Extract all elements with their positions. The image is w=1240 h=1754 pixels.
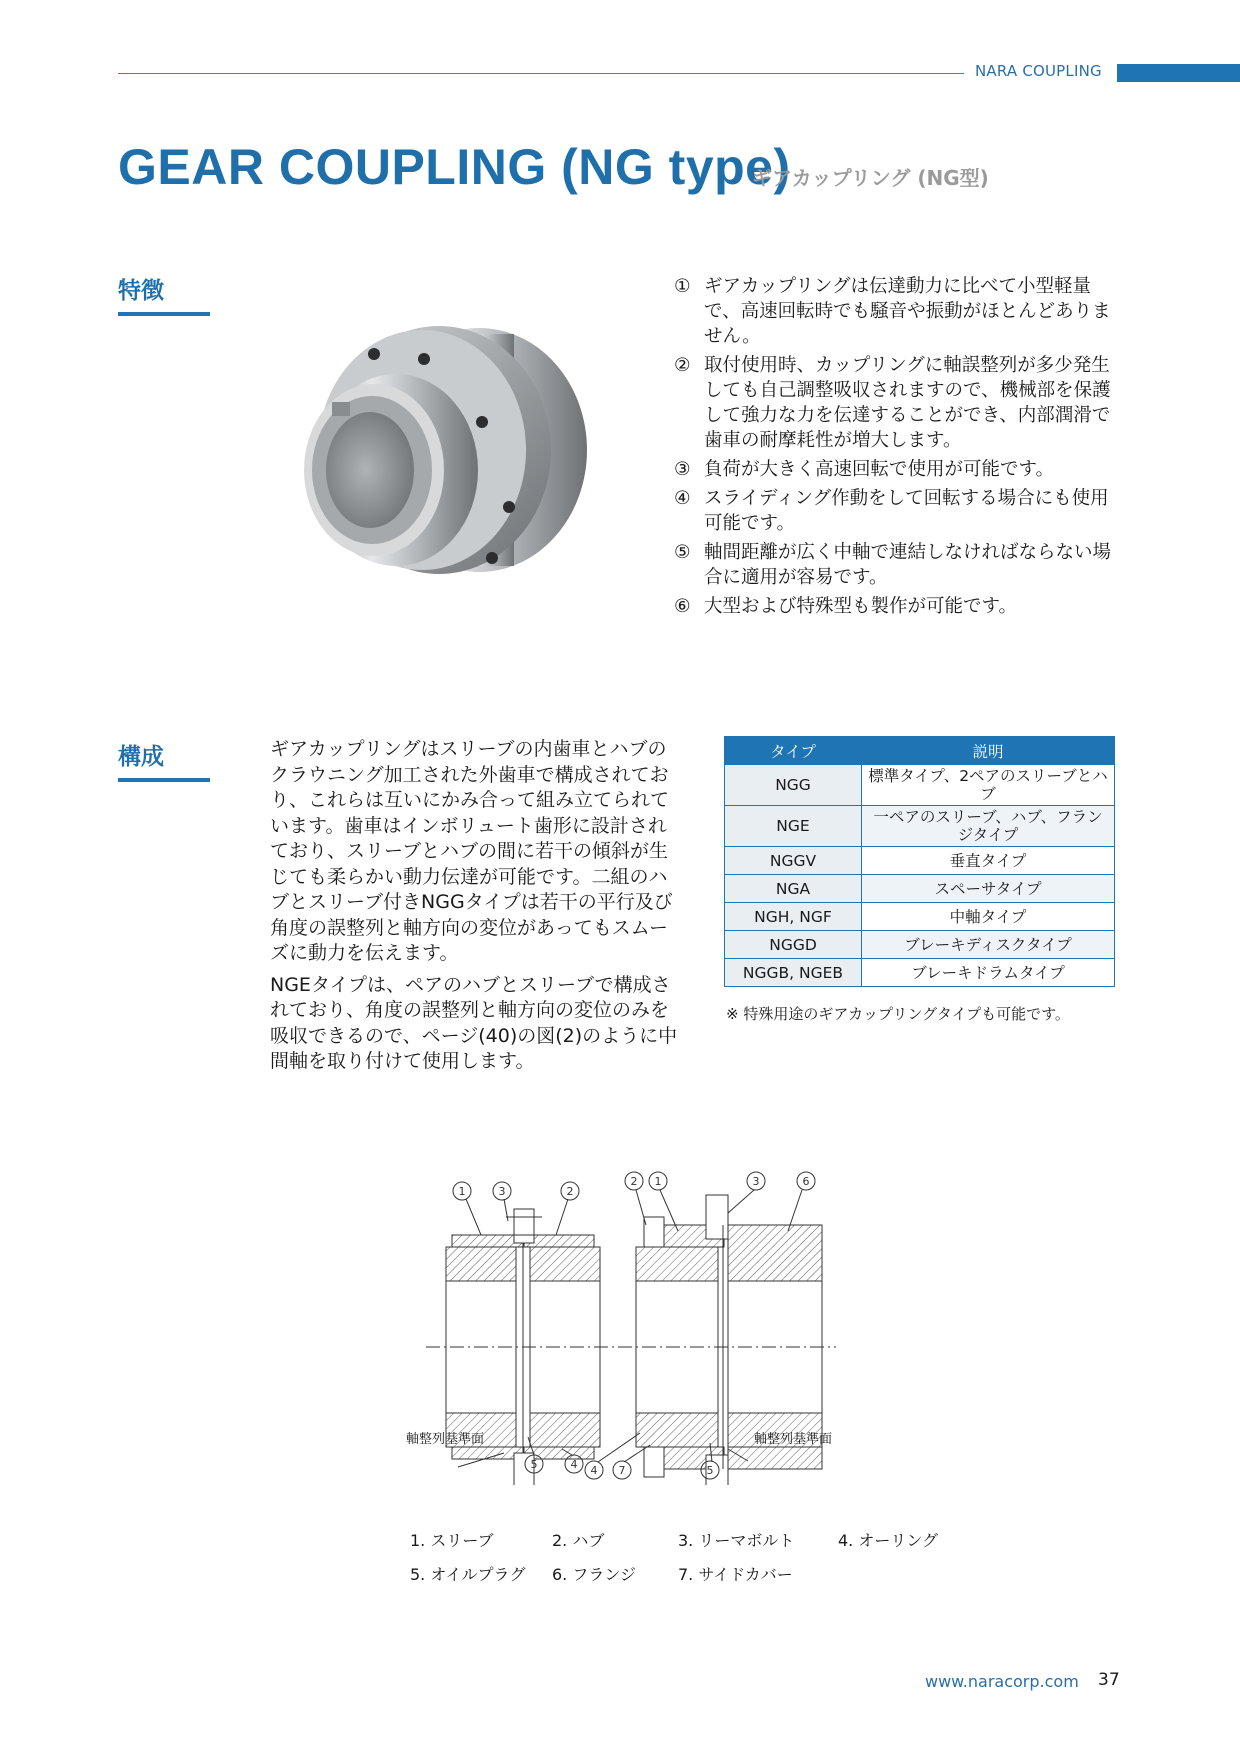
callout-number: 2 <box>630 1175 638 1188</box>
description-cell: ブレーキディスクタイプ <box>862 931 1115 959</box>
feature-text: スライディング作動をして回転する場合にも使用可能です。 <box>704 488 1109 534</box>
description-cell: ブレーキドラムタイプ <box>862 959 1115 987</box>
feature-item <box>674 457 1124 482</box>
page-subtitle: ギアカップリング (NG型) <box>752 166 989 190</box>
legend-item: 6. フランジ <box>552 1565 636 1584</box>
composition-paragraph: ギアカップリングはスリーブの内歯車とハブのクラウニング加工された外歯車で構成されており、これらは互いにかみ合って組み立てられています。歯車はインボリュート歯形に設計されており、スリーブとハブの間に若干の傾斜が生じても柔らかい動力伝達が可能です。二組のハブとスリーブ付きNGGタイプは若干の平行及び角度の誤整列と軸方向の変位があってもスムーズに動力を伝えます。 <box>270 738 673 964</box>
type-table <box>724 736 1115 987</box>
type-table-header: 説明 <box>862 737 1115 765</box>
feature-text: 負荷が大きく高速回転で使用が可能です。 <box>704 459 1055 480</box>
feature-text: 軸間距離が広く中軸で連結しなければならない場合に適用が容易です。 <box>704 542 1112 588</box>
features-heading-underline <box>118 312 210 316</box>
legend-item: 5. オイルプラグ <box>410 1565 526 1584</box>
alignment-reference-label: 軸整列基準面 <box>754 1432 833 1447</box>
composition-text <box>270 737 678 1081</box>
type-table-header-row <box>725 737 1115 765</box>
legend-item: 7. サイドカバー <box>678 1565 793 1584</box>
feature-item <box>674 540 1124 590</box>
callout-number: 4 <box>570 1458 578 1471</box>
legend-item: 3. リーマボルト <box>678 1531 795 1550</box>
composition-paragraph: NGEタイプは、ペアのハブとスリーブで構成されており、角度の誤整列と軸方向の変位のみを吸収できるので、ページ(40)の図(2)のように中間軸を取り付けて使用します。 <box>270 973 678 1072</box>
callout-number: 4 <box>590 1464 598 1477</box>
footer-url[interactable]: www.naracorp.com <box>925 1672 1079 1691</box>
table-row <box>725 806 1115 847</box>
callout-number: 3 <box>752 1175 760 1188</box>
feature-text: 大型および特殊型も製作が可能です。 <box>704 596 1018 617</box>
type-cell: NGE <box>725 806 862 847</box>
type-cell: NGGB, NGEB <box>725 959 862 987</box>
type-table-header: タイプ <box>725 737 862 765</box>
coupling-section-drawing <box>396 1165 956 1485</box>
page-title: GEAR COUPLING (NG type) <box>118 139 791 195</box>
type-cell: NGA <box>725 875 862 903</box>
header-accent-bar <box>1117 64 1240 82</box>
description-cell: 標準タイプ、2ペアのスリーブとハブ <box>862 765 1115 806</box>
feature-number: ③ <box>674 459 691 480</box>
header-brand: NARA COUPLING <box>975 62 1102 80</box>
legend-item: 4. オーリング <box>838 1531 939 1550</box>
features-list <box>674 274 1124 623</box>
callout-number: 2 <box>566 1185 574 1198</box>
callout-number: 6 <box>802 1175 810 1188</box>
feature-item <box>674 486 1124 536</box>
feature-text: 取付使用時、カップリングに軸誤整列が多少発生しても自己調整吸収されますので、機械部を保護して強力な力を伝達することができ、内部潤滑で歯車の耐摩耗性が増大します。 <box>704 355 1111 451</box>
type-table-note: ※ 特殊用途のギアカップリングタイプも可能です。 <box>726 1005 1070 1023</box>
feature-number: ① <box>674 276 691 297</box>
feature-number: ⑥ <box>674 596 691 617</box>
type-cell: NGGD <box>725 931 862 959</box>
table-row <box>725 875 1115 903</box>
table-row <box>725 847 1115 875</box>
table-row <box>725 931 1115 959</box>
coupling-product-image <box>304 320 594 582</box>
legend-item: 1. スリーブ <box>410 1531 494 1550</box>
alignment-reference-label: 軸整列基準面 <box>406 1432 485 1447</box>
composition-heading-underline <box>118 778 210 782</box>
legend-item: 2. ハブ <box>552 1531 605 1550</box>
description-cell: スペーサタイプ <box>862 875 1115 903</box>
description-cell: 垂直タイプ <box>862 847 1115 875</box>
callout-number: 3 <box>498 1185 506 1198</box>
callout-number: 1 <box>654 1175 662 1188</box>
composition-heading: 構成 <box>118 744 164 770</box>
features-heading: 特徴 <box>118 278 164 304</box>
type-cell: NGG <box>725 765 862 806</box>
feature-text: ギアカップリングは伝達動力に比べて小型軽量で、高速回転時でも騒音や振動がほとんどありません。 <box>704 276 1111 347</box>
feature-item <box>674 353 1124 453</box>
type-cell: NGH, NGF <box>725 903 862 931</box>
table-row <box>725 959 1115 987</box>
callout-number: 5 <box>530 1458 538 1471</box>
feature-number: ⑤ <box>674 542 691 563</box>
header-rule <box>118 73 964 74</box>
callout-number: 1 <box>458 1185 466 1198</box>
table-row <box>725 765 1115 806</box>
feature-item <box>674 274 1124 349</box>
feature-number: ② <box>674 355 691 376</box>
type-cell: NGGV <box>725 847 862 875</box>
feature-number: ④ <box>674 488 691 509</box>
table-row <box>725 903 1115 931</box>
callout-number: 7 <box>618 1464 626 1477</box>
page-number: 37 <box>1098 1670 1120 1690</box>
callout-number: 5 <box>706 1464 714 1477</box>
description-cell: 一ペアのスリーブ、ハブ、フランジタイプ <box>862 806 1115 847</box>
description-cell: 中軸タイプ <box>862 903 1115 931</box>
feature-item <box>674 594 1124 619</box>
